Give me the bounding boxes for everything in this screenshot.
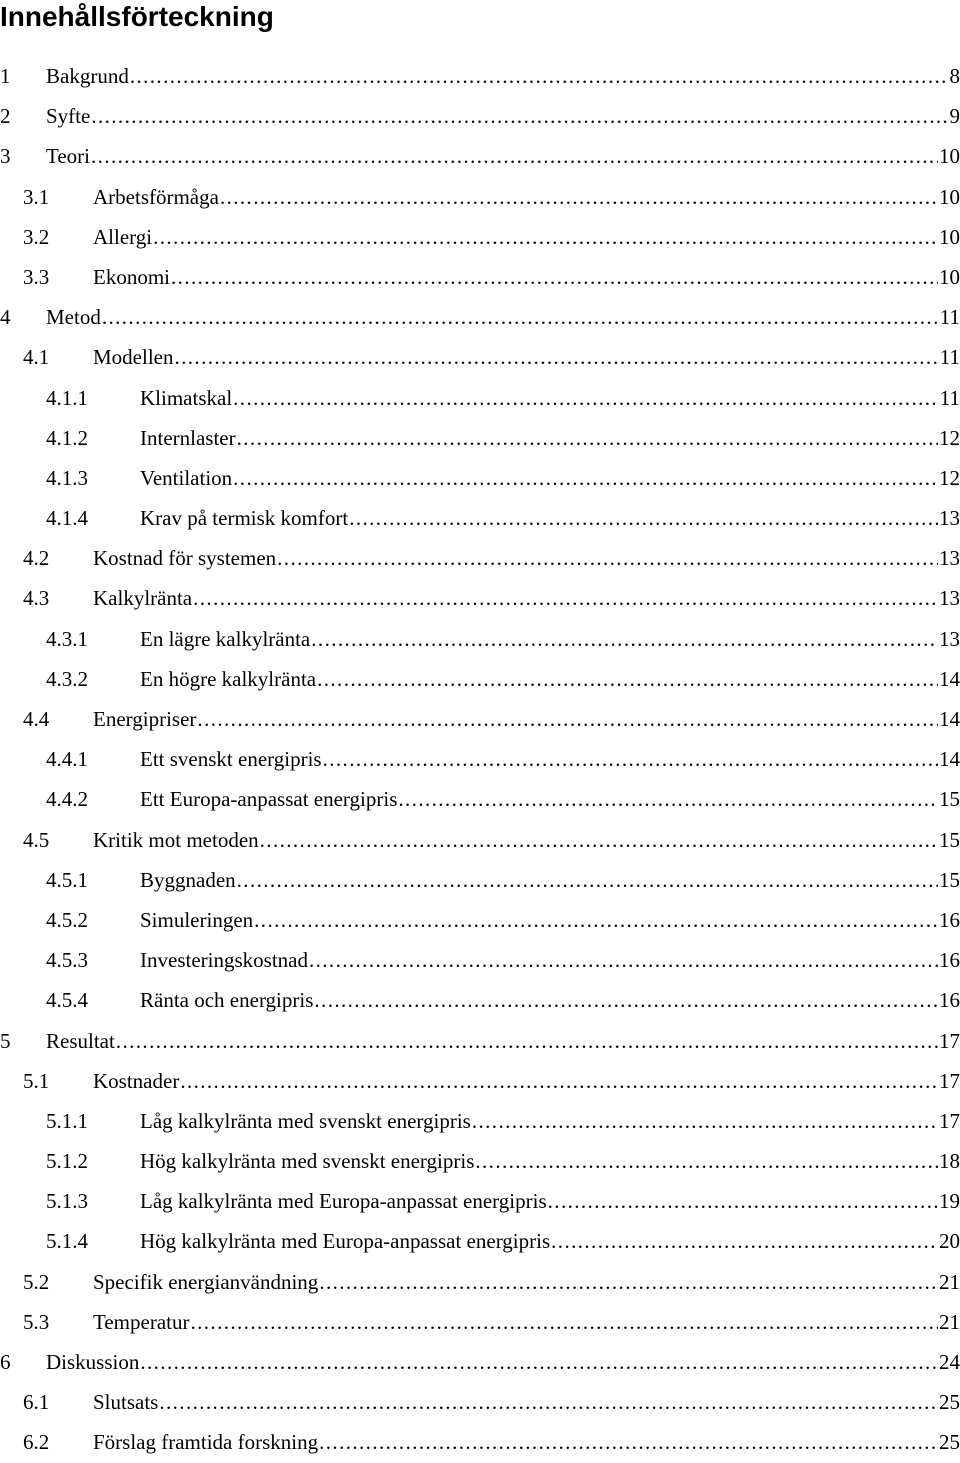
- toc-entry[interactable]: [0, 619, 960, 659]
- toc-entry[interactable]: [0, 96, 960, 136]
- toc-entry[interactable]: [0, 257, 960, 297]
- toc-entry[interactable]: [0, 820, 960, 860]
- toc-entry-number: 4.1.2: [46, 418, 88, 458]
- toc-entry-page[interactable]: 18: [939, 1141, 960, 1181]
- toc-entry-number: 5.2: [23, 1262, 49, 1302]
- dot-leader: [319, 1262, 938, 1302]
- toc-entry-number: 4.3.1: [46, 619, 88, 659]
- toc-entry-number: 4: [0, 297, 11, 337]
- toc-entry-page[interactable]: 10: [939, 217, 960, 257]
- dot-leader: [319, 1422, 938, 1462]
- toc-entry-title[interactable]: Kalkylränta: [93, 578, 192, 618]
- toc-entry-number: 3.3: [23, 257, 49, 297]
- toc-entry-page[interactable]: 14: [939, 739, 960, 779]
- toc-entry[interactable]: [0, 1262, 960, 1302]
- toc-entry-number: 4.5: [23, 820, 49, 860]
- toc-entry[interactable]: [0, 1141, 960, 1181]
- toc-entry-number: 5.1.3: [46, 1181, 88, 1221]
- toc-entry-page[interactable]: 17: [939, 1061, 960, 1101]
- toc-entry[interactable]: [0, 1101, 960, 1141]
- toc-entry-number: 4.3.2: [46, 659, 88, 699]
- toc-entry-title[interactable]: Ventilation: [140, 458, 232, 498]
- toc-entry-title[interactable]: Energipriser: [93, 699, 196, 739]
- toc-entry-title[interactable]: Låg kalkylränta med Europa-anpassat energipris: [140, 1181, 547, 1221]
- toc-entry[interactable]: [0, 217, 960, 257]
- toc-entry-number: 5.1.2: [46, 1141, 88, 1181]
- toc-entry-number: 3.1: [23, 177, 49, 217]
- toc-entry-title[interactable]: Modellen: [93, 337, 173, 377]
- toc-entry-number: 5.1.1: [46, 1101, 88, 1141]
- toc-entry-number: 4.5.1: [46, 860, 88, 900]
- toc-entry-title[interactable]: Kostnad för systemen: [93, 538, 276, 578]
- toc-entry-page[interactable]: 12: [939, 418, 960, 458]
- dot-leader: [159, 1382, 938, 1422]
- toc-entry-page[interactable]: 11: [940, 337, 960, 377]
- toc-heading: Innehållsförteckning: [0, 0, 274, 34]
- toc-entry-number: 4.1.1: [46, 378, 88, 418]
- toc-entry-page[interactable]: 20: [939, 1221, 960, 1261]
- dot-leader: [91, 96, 948, 136]
- toc-entry-title[interactable]: Ränta och energipris: [140, 980, 313, 1020]
- toc-entry-number: 4.3: [23, 578, 49, 618]
- dot-leader: [116, 1021, 938, 1061]
- toc-entry[interactable]: [0, 378, 960, 418]
- toc-entry[interactable]: [0, 1021, 960, 1061]
- toc-entry-number: 4.1.4: [46, 498, 88, 538]
- dot-leader: [349, 498, 938, 538]
- toc-entry-number: 4.4.1: [46, 739, 88, 779]
- dot-leader: [475, 1141, 938, 1181]
- toc-entry-number: 3.2: [23, 217, 49, 257]
- dot-leader: [311, 619, 938, 659]
- toc-entry-page[interactable]: 12: [939, 458, 960, 498]
- toc-entry-number: 4.1.3: [46, 458, 88, 498]
- toc-entry[interactable]: [0, 779, 960, 819]
- toc-entry[interactable]: [0, 538, 960, 578]
- toc-entry-page[interactable]: 14: [939, 659, 960, 699]
- toc-entry-number: 5.1: [23, 1061, 49, 1101]
- toc-entry-number: 4.5.3: [46, 940, 88, 980]
- toc-entry[interactable]: [0, 1181, 960, 1221]
- dot-leader: [233, 378, 939, 418]
- toc-entry-page[interactable]: 17: [939, 1101, 960, 1141]
- toc-entry[interactable]: [0, 1342, 960, 1382]
- toc-entry-page[interactable]: 8: [950, 56, 960, 96]
- toc-entry-page[interactable]: 25: [939, 1382, 960, 1422]
- toc-entry-title[interactable]: Ekonomi: [93, 257, 170, 297]
- toc-entry-page[interactable]: 25: [939, 1422, 960, 1462]
- dot-leader: [551, 1221, 938, 1261]
- dot-leader: [102, 297, 939, 337]
- dot-leader: [171, 257, 938, 297]
- toc-entry-title[interactable]: Teori: [46, 136, 90, 176]
- dot-leader: [130, 56, 949, 96]
- toc-entry-title[interactable]: Byggnaden: [140, 860, 236, 900]
- toc-entry-title[interactable]: Resultat: [46, 1021, 115, 1061]
- toc-entry[interactable]: [0, 940, 960, 980]
- toc-entry[interactable]: [0, 458, 960, 498]
- toc-entry-title[interactable]: Kritik mot metoden: [93, 820, 259, 860]
- toc-entry[interactable]: [0, 1061, 960, 1101]
- toc-entry-number: 4.5.4: [46, 980, 88, 1020]
- toc-entry-page[interactable]: 15: [939, 779, 960, 819]
- toc-entry[interactable]: [0, 337, 960, 377]
- toc-entry-page[interactable]: 13: [939, 619, 960, 659]
- dot-leader: [180, 1061, 938, 1101]
- dot-leader: [314, 980, 938, 1020]
- toc-entry-title[interactable]: Allergi: [93, 217, 152, 257]
- toc-entry[interactable]: [0, 297, 960, 337]
- toc-entry-title[interactable]: Krav på termisk komfort: [140, 498, 348, 538]
- toc-entry-number: 3: [0, 136, 11, 176]
- toc-entry-page[interactable]: 11: [940, 378, 960, 418]
- toc-entry-number: 6: [0, 1342, 11, 1382]
- dot-leader: [317, 659, 938, 699]
- toc-entry[interactable]: [0, 980, 960, 1020]
- dot-leader: [548, 1181, 938, 1221]
- dot-leader: [309, 940, 938, 980]
- toc-entry-number: 6.1: [23, 1382, 49, 1422]
- toc-entry-page[interactable]: 10: [939, 257, 960, 297]
- toc-entry[interactable]: [0, 1221, 960, 1261]
- toc-entry-page[interactable]: 16: [939, 980, 960, 1020]
- toc-entry-title[interactable]: Investeringskostnad: [140, 940, 308, 980]
- toc-entry-title[interactable]: En lägre kalkylränta: [140, 619, 310, 659]
- toc-entry-title[interactable]: En högre kalkylränta: [140, 659, 316, 699]
- toc-entry-page[interactable]: 14: [939, 699, 960, 739]
- toc-entry-number: 4.4.2: [46, 779, 88, 819]
- toc-entry-page[interactable]: 24: [939, 1342, 960, 1382]
- toc-entry[interactable]: [0, 56, 960, 96]
- toc-entry-title[interactable]: Temperatur: [93, 1302, 189, 1342]
- dot-leader: [398, 779, 938, 819]
- dot-leader: [153, 217, 938, 257]
- toc-entry-page[interactable]: 15: [939, 860, 960, 900]
- toc-entry-title[interactable]: Hög kalkylränta med Europa-anpassat energipris: [140, 1221, 550, 1261]
- toc-entry[interactable]: [0, 659, 960, 699]
- toc-entry-number: 4.1: [23, 337, 49, 377]
- toc-entry-page[interactable]: 16: [939, 900, 960, 940]
- toc-entry-number: 4.4: [23, 699, 49, 739]
- dot-leader: [237, 860, 938, 900]
- toc-entry[interactable]: [0, 699, 960, 739]
- toc-entry[interactable]: [0, 1422, 960, 1462]
- toc-entry[interactable]: [0, 860, 960, 900]
- dot-leader: [190, 1302, 938, 1342]
- dot-leader: [260, 820, 938, 860]
- toc-entry-page[interactable]: 17: [939, 1021, 960, 1061]
- toc-entry[interactable]: [0, 498, 960, 538]
- toc-entry-title[interactable]: Specifik energianvändning: [93, 1262, 318, 1302]
- toc-entry-page[interactable]: 10: [939, 177, 960, 217]
- toc-entry[interactable]: [0, 1382, 960, 1422]
- toc-entry-title[interactable]: Hög kalkylränta med svenskt energipris: [140, 1141, 474, 1181]
- toc-entry-page[interactable]: 16: [939, 940, 960, 980]
- toc-entry-number: 4.5.2: [46, 900, 88, 940]
- toc-entry-page[interactable]: 13: [939, 538, 960, 578]
- dot-leader: [140, 1342, 938, 1382]
- dot-leader: [220, 177, 938, 217]
- toc-entry-number: 5.3: [23, 1302, 49, 1342]
- toc-entry-page[interactable]: 11: [940, 297, 960, 337]
- toc-entry[interactable]: [0, 136, 960, 176]
- toc-entry-page[interactable]: 13: [939, 578, 960, 618]
- toc-entry-title[interactable]: Metod: [46, 297, 101, 337]
- dot-leader: [174, 337, 938, 377]
- toc-entry[interactable]: [0, 900, 960, 940]
- toc-entry-title[interactable]: Diskussion: [46, 1342, 139, 1382]
- toc-entry-title[interactable]: Slutsats: [93, 1382, 158, 1422]
- toc-entry-number: 5.1.4: [46, 1221, 88, 1261]
- toc-entry-page[interactable]: 10: [939, 136, 960, 176]
- toc-entry-title[interactable]: Kostnader: [93, 1061, 179, 1101]
- dot-leader: [193, 578, 938, 618]
- toc-list: [0, 56, 960, 1463]
- toc-entry[interactable]: [0, 578, 960, 618]
- dot-leader: [277, 538, 938, 578]
- toc-entry-page[interactable]: 9: [950, 96, 960, 136]
- toc-entry-page[interactable]: 21: [939, 1262, 960, 1302]
- toc-entry[interactable]: [0, 739, 960, 779]
- toc-entry-number: 2: [0, 96, 11, 136]
- toc-entry-title[interactable]: Internlaster: [140, 418, 236, 458]
- dot-leader: [233, 458, 938, 498]
- toc-entry-page[interactable]: 15: [939, 820, 960, 860]
- toc-entry-title[interactable]: Låg kalkylränta med svenskt energipris: [140, 1101, 471, 1141]
- toc-entry-number: 6.2: [23, 1422, 49, 1462]
- dot-leader: [472, 1101, 938, 1141]
- toc-entry-title[interactable]: Ett svenskt energipris: [140, 739, 322, 779]
- toc-entry-title[interactable]: Syfte: [46, 96, 90, 136]
- toc-entry[interactable]: [0, 418, 960, 458]
- dot-leader: [91, 136, 938, 176]
- toc-entry-page[interactable]: 13: [939, 498, 960, 538]
- toc-entry-page[interactable]: 19: [939, 1181, 960, 1221]
- toc-entry-title[interactable]: Simuleringen: [140, 900, 253, 940]
- dot-leader: [323, 739, 938, 779]
- dot-leader: [197, 699, 938, 739]
- dot-leader: [254, 900, 938, 940]
- dot-leader: [237, 418, 938, 458]
- toc-entry[interactable]: [0, 1302, 960, 1342]
- toc-entry-title[interactable]: Arbetsförmåga: [93, 177, 219, 217]
- toc-entry-title[interactable]: Förslag framtida forskning: [93, 1422, 318, 1462]
- toc-entry-number: 1: [0, 56, 11, 96]
- toc-entry-page[interactable]: 21: [939, 1302, 960, 1342]
- toc-entry-title[interactable]: Ett Europa-anpassat energipris: [140, 779, 397, 819]
- toc-entry[interactable]: [0, 177, 960, 217]
- toc-entry-number: 5: [0, 1021, 11, 1061]
- toc-entry-number: 4.2: [23, 538, 49, 578]
- toc-entry-title[interactable]: Bakgrund: [46, 56, 129, 96]
- toc-entry-title[interactable]: Klimatskal: [140, 378, 232, 418]
